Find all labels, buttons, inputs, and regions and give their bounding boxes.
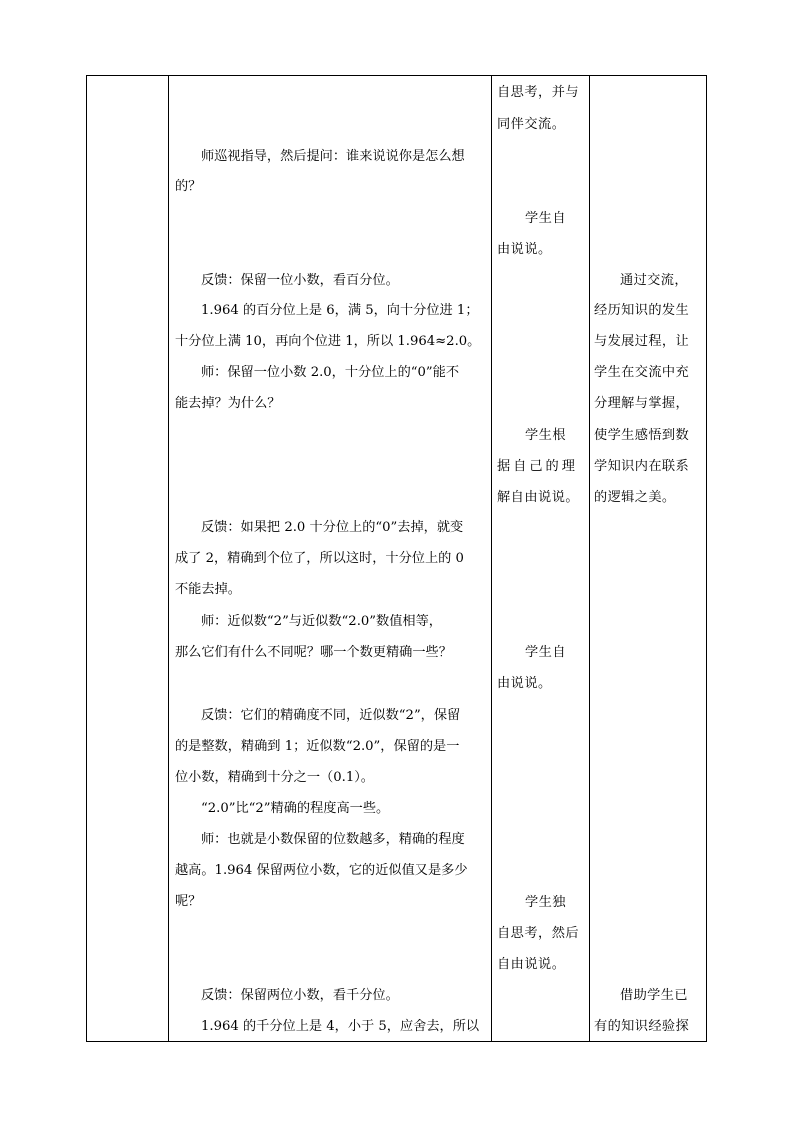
student-text-line: 解自由说说。 bbox=[497, 490, 580, 505]
teacher-text-line: 成了 2，精确到个位了，所以这时，十分位上的 0 bbox=[175, 551, 464, 566]
teacher-text-line: 1.964 的百分位上是 6，满 5，向十分位进 1； bbox=[201, 303, 479, 318]
intent-text-line: 通过交流， bbox=[620, 273, 688, 288]
intent-text-line: 学知识内在联系 bbox=[594, 459, 690, 474]
intent-text-line: 使学生感悟到数 bbox=[594, 428, 690, 443]
teacher-text-line: 师巡视指导，然后提问：谁来说说你是怎么想 bbox=[201, 149, 465, 164]
teacher-text-line: 1.964 的千分位上是 4，小于 5，应舍去，所以 bbox=[201, 1019, 480, 1034]
teacher-text-line: 十分位上满 10，再向个位进 1，所以 1.964≈2.0。 bbox=[175, 334, 481, 349]
teacher-text-line: 不能去掉。 bbox=[175, 582, 241, 597]
student-text-line: 由说说。 bbox=[497, 242, 552, 257]
design-intent-column bbox=[590, 75, 707, 1042]
intent-text-line: 学生在交流中充 bbox=[594, 365, 690, 380]
teacher-text-line: 反馈：保留一位小数，看百分位。 bbox=[201, 273, 399, 288]
teacher-text-line: 越高。1.964 保留两位小数，它的近似值又是多少 bbox=[175, 863, 468, 878]
teacher-text-line: 的？ bbox=[175, 179, 202, 194]
student-text-line: 学生独 bbox=[525, 895, 567, 910]
teacher-text-line: 反馈：如果把 2.0 十分位上的“0”去掉，就变 bbox=[201, 520, 464, 535]
intent-text-line: 分理解与掌握， bbox=[594, 396, 690, 411]
intent-text-line: 有的知识经验探 bbox=[594, 1019, 690, 1034]
teacher-text-line: 反馈：它们的精确度不同，近似数“2”，保留 bbox=[201, 708, 461, 723]
student-text-line: 自思考，然后 bbox=[497, 926, 580, 941]
student-text-line: 自由说说。 bbox=[497, 957, 566, 972]
teacher-text-line: 呢？ bbox=[175, 894, 202, 909]
teacher-text-line: 师：保留一位小数 2.0，十分位上的“0”能不 bbox=[201, 365, 460, 380]
teacher-text-line: 那么它们有什么不同呢？哪一个数更精确一些？ bbox=[175, 645, 452, 660]
student-text-line: 学生自 bbox=[525, 211, 567, 226]
teacher-text-line: “2.0”比“2”精确的程度高一些。 bbox=[201, 801, 390, 816]
student-activity-column bbox=[492, 75, 589, 1042]
intent-text-line: 借助学生已 bbox=[620, 988, 688, 1003]
teacher-text-line: 师：也就是小数保留的位数越多，精确的程度 bbox=[201, 832, 465, 847]
student-text-line: 由说说。 bbox=[497, 676, 552, 691]
teacher-text-line: 反馈：保留两位小数，看千分位。 bbox=[201, 988, 399, 1003]
intent-text-line: 经历知识的发生 bbox=[594, 303, 690, 318]
student-text-line: 学生根 bbox=[525, 428, 567, 443]
teacher-text-line: 师：近似数“2”与近似数“2.0”数值相等， bbox=[201, 614, 442, 629]
student-text-line: 自思考，并与 bbox=[497, 85, 580, 100]
intent-text-line: 的逻辑之美。 bbox=[594, 490, 676, 505]
student-text-line: 学生自 bbox=[525, 645, 567, 660]
teacher-text-line: 能去掉？为什么？ bbox=[175, 396, 281, 411]
teacher-text-line: 位小数，精确到十分之一（0.1）。 bbox=[175, 770, 374, 785]
intent-text-line: 与发展过程，让 bbox=[594, 334, 690, 349]
teacher-activity-column bbox=[169, 75, 491, 1042]
teacher-text-line: 的是整数，精确到 1；近似数“2.0”，保留的是一 bbox=[175, 739, 460, 754]
student-text-line: 同伴交流。 bbox=[497, 117, 566, 132]
student-text-line: 据自己的理 bbox=[497, 459, 578, 474]
